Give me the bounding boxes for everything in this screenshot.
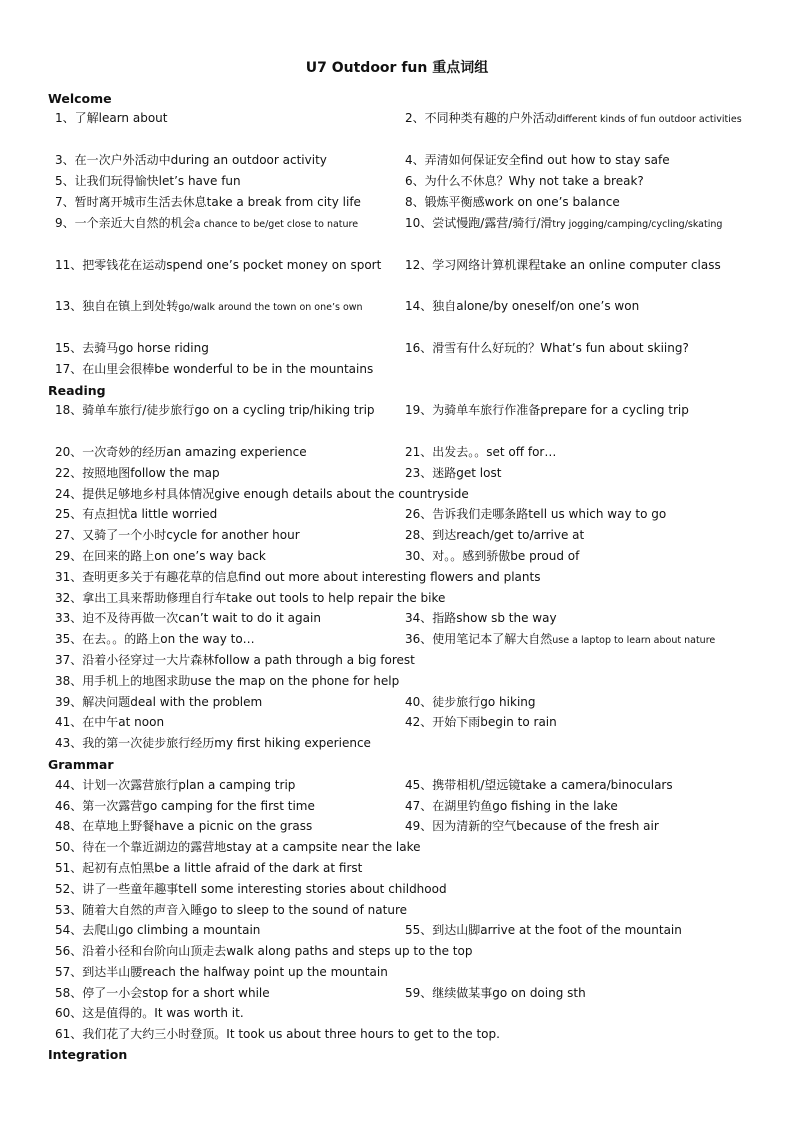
section-heading-integration: Integration: [48, 1047, 128, 1062]
section-heading-welcome: Welcome: [48, 91, 112, 106]
phrase-en: go hiking: [480, 695, 536, 709]
phrase-10: [405, 213, 745, 235]
phrase-cn: 34、指路: [405, 611, 457, 625]
phrase-12: [405, 255, 745, 276]
phrase-35: [55, 629, 393, 650]
phrase-en: set off for…: [486, 445, 557, 459]
phrase-en: alone/by oneself/on one’s won: [456, 299, 640, 313]
phrase-cn: 11、把零钱花在运动: [55, 258, 167, 272]
phrase-cn: 6、为什么不休息？: [405, 174, 509, 188]
phrase-5: [55, 171, 393, 192]
phrase-en: a little worried: [130, 507, 218, 521]
phrase-3: [55, 150, 393, 171]
phrase-en: show sb the way: [456, 611, 557, 625]
phrase-cn: 56、沿着小径和台阶向山顶走去: [55, 944, 227, 958]
phrase-en: begin to rain: [480, 715, 557, 729]
phrase-45: [405, 775, 745, 796]
phrase-cn: 48、在草地上野餐: [55, 819, 155, 833]
phrase-59: [405, 983, 745, 1004]
phrase-26: [405, 504, 745, 525]
phrase-41: [55, 712, 393, 733]
phrase-cn: 9、一个亲近大自然的机会: [55, 216, 195, 230]
phrase-cn: 53、随着大自然的声音入睡: [55, 903, 203, 917]
phrase-cn: 25、有点担忧: [55, 507, 131, 521]
phrase-21: [405, 442, 745, 463]
phrase-en: try jogging/camping/cycling/skating: [552, 219, 723, 230]
phrase-en: Why not take a break?: [508, 174, 644, 188]
phrase-1: [55, 108, 393, 129]
phrase-en: tell some interesting stories about childhood: [178, 882, 447, 896]
phrase-en: give enough details about the countryside: [214, 487, 469, 501]
phrase-16: [405, 338, 745, 359]
phrase-cn: 49、因为清新的空气: [405, 819, 517, 833]
phrase-cn: 1、了解: [55, 111, 99, 125]
phrase-en: at noon: [118, 715, 165, 729]
phrase-en: learn about: [98, 111, 168, 125]
phrase-cn: 50、待在一个靠近湖边的露营地: [55, 840, 227, 854]
phrase-en: follow the map: [130, 466, 220, 480]
phrase-en: use the map on the phone for help: [190, 674, 400, 688]
phrase-8: [405, 192, 745, 213]
phrase-en: go on doing sth: [492, 986, 586, 1000]
phrase-en: It took us about three hours to get to the top.: [226, 1027, 500, 1041]
phrase-18: [55, 400, 393, 421]
phrase-32: [55, 588, 745, 609]
phrase-cn: 42、开始下雨: [405, 715, 481, 729]
phrase-cn: 59、继续做某事: [405, 986, 493, 1000]
phrase-en: take an online computer class: [540, 258, 721, 272]
phrase-58: [55, 983, 393, 1004]
phrase-33: [55, 608, 393, 629]
phrase-25: [55, 504, 393, 525]
phrase-cn: 26、告诉我们走哪条路: [405, 507, 529, 521]
phrase-39: [55, 692, 393, 713]
phrase-cn: 55、到达山脚: [405, 923, 481, 937]
phrase-en: plan a camping trip: [178, 778, 296, 792]
phrase-cn: 22、按照地图: [55, 466, 131, 480]
phrase-cn: 2、不同种类有趣的户外活动: [405, 111, 557, 125]
phrase-en: go horse riding: [118, 341, 209, 355]
section-heading-reading: Reading: [48, 383, 106, 398]
phrase-cn: 14、独自: [405, 299, 457, 313]
phrase-en: cycle for another hour: [166, 528, 300, 542]
phrase-en: prepare for a cycling trip: [540, 403, 689, 417]
phrase-57: [55, 962, 745, 983]
phrase-cn: 13、独自在镇上到处转: [55, 299, 179, 313]
phrase-cn: 41、在中午: [55, 715, 119, 729]
phrase-en: take a break from city life: [206, 195, 361, 209]
phrase-en: arrive at the foot of the mountain: [480, 923, 682, 937]
phrase-cn: 4、弄清如何保证安全: [405, 153, 521, 167]
phrase-cn: 33、迫不及待再做一次: [55, 611, 179, 625]
phrase-30: [405, 546, 745, 567]
phrase-cn: 18、骑单车旅行/徒步旅行: [55, 403, 195, 417]
phrase-cn: 31、查明更多关于有趣花草的信息: [55, 570, 239, 584]
phrase-en: find out how to stay safe: [520, 153, 670, 167]
phrase-11: [55, 255, 393, 276]
phrase-en: walk along paths and steps up to the top: [226, 944, 473, 958]
phrase-en: reach the halfway point up the mountain: [142, 965, 388, 979]
phrase-en: can’t wait to do it again: [178, 611, 321, 625]
phrase-en: be wonderful to be in the mountains: [154, 362, 374, 376]
phrase-55: [405, 920, 745, 941]
phrase-cn: 54、去爬山: [55, 923, 119, 937]
phrase-cn: 27、又骑了一个小时: [55, 528, 167, 542]
phrase-cn: 8、锻炼平衡感: [405, 195, 485, 209]
phrase-cn: 38、用手机上的地图求助: [55, 674, 191, 688]
phrase-15: [55, 338, 393, 359]
phrase-cn: 23、迷路: [405, 466, 457, 480]
phrase-en: take out tools to help repair the bike: [226, 591, 446, 605]
phrase-38: [55, 671, 745, 692]
phrase-cn: 43、我的第一次徒步旅行经历: [55, 736, 215, 750]
phrase-en: get lost: [456, 466, 502, 480]
phrase-4: [405, 150, 745, 171]
phrase-en: stop for a short while: [142, 986, 270, 1000]
phrase-cn: 3、在一次户外活动中: [55, 153, 171, 167]
phrase-en: on one’s way back: [154, 549, 266, 563]
phrase-en: deal with the problem: [130, 695, 263, 709]
phrase-cn: 60、这是值得的。: [55, 1006, 155, 1020]
phrase-cn: 52、讲了一些童年趣事: [55, 882, 179, 896]
phrase-en: work on one’s balance: [484, 195, 620, 209]
phrase-cn: 5、让我们玩得愉快: [55, 174, 159, 188]
phrase-60: [55, 1003, 745, 1024]
phrase-en: follow a path through a big forest: [214, 653, 415, 667]
phrase-cn: 28、到达: [405, 528, 457, 542]
phrase-cn: 40、徒步旅行: [405, 695, 481, 709]
phrase-61: [55, 1024, 745, 1045]
phrase-cn: 57、到达半山腰: [55, 965, 143, 979]
phrase-28: [405, 525, 745, 546]
phrase-cn: 17、在山里会很棒: [55, 362, 155, 376]
phrase-cn: 7、暂时离开城市生活去休息: [55, 195, 207, 209]
phrase-en: let’s have fun: [158, 174, 241, 188]
phrase-en: go fishing in the lake: [492, 799, 618, 813]
phrase-13: [55, 296, 393, 318]
phrase-en: stay at a campsite near the lake: [226, 840, 421, 854]
phrase-37: [55, 650, 745, 671]
phrase-14: [405, 296, 745, 317]
phrase-22: [55, 463, 393, 484]
phrase-cn: 58、停了一小会: [55, 986, 143, 1000]
phrase-en: reach/get to/arrive at: [456, 528, 585, 542]
phrase-en: be proud of: [510, 549, 580, 563]
phrase-20: [55, 442, 393, 463]
phrase-en: during an outdoor activity: [170, 153, 327, 167]
phrase-27: [55, 525, 393, 546]
phrase-cn: 39、解决问题: [55, 695, 131, 709]
phrase-cn: 45、携带相机/望远镜: [405, 778, 521, 792]
phrase-cn: 21、出发去。。: [405, 445, 487, 459]
section-heading-grammar: Grammar: [48, 757, 114, 772]
phrase-40: [405, 692, 745, 713]
phrase-cn: 10、尝试慢跑/露营/骑行/滑: [405, 216, 553, 230]
phrase-en: be a little afraid of the dark at first: [154, 861, 363, 875]
phrase-29: [55, 546, 393, 567]
phrase-52: [55, 879, 745, 900]
phrase-en: tell us which way to go: [528, 507, 667, 521]
phrase-36: [405, 629, 745, 651]
phrase-cn: 19、为骑单车旅行作准备: [405, 403, 541, 417]
phrase-cn: 12、学习网络计算机课程: [405, 258, 541, 272]
phrase-6: [405, 171, 745, 192]
phrase-en: my first hiking experience: [214, 736, 371, 750]
phrase-56: [55, 941, 745, 962]
phrase-cn: 16、滑雪有什么好玩的？: [405, 341, 541, 355]
phrase-19: [405, 400, 745, 421]
phrase-en: have a picnic on the grass: [154, 819, 313, 833]
phrase-7: [55, 192, 393, 213]
phrase-cn: 36、使用笔记本了解大自然: [405, 632, 553, 646]
phrase-cn: 29、在回来的路上: [55, 549, 155, 563]
phrase-44: [55, 775, 393, 796]
phrase-en: an amazing experience: [166, 445, 307, 459]
phrase-en: spend one’s pocket money on sport: [166, 258, 382, 272]
phrase-cn: 46、第一次露营: [55, 799, 143, 813]
phrase-cn: 32、拿出工具来帮助修理自行车: [55, 591, 227, 605]
phrase-cn: 35、在去。。的路上: [55, 632, 161, 646]
phrase-cn: 37、沿着小径穿过一大片森林: [55, 653, 215, 667]
phrase-en: go camping for the first time: [142, 799, 315, 813]
phrase-50: [55, 837, 745, 858]
phrase-en: go/walk around the town on one’s own: [178, 302, 363, 313]
phrase-51: [55, 858, 745, 879]
phrase-43: [55, 733, 745, 754]
phrase-en: go to sleep to the sound of nature: [202, 903, 408, 917]
phrase-2: [405, 108, 745, 130]
phrase-54: [55, 920, 393, 941]
phrase-31: [55, 567, 745, 588]
phrase-cn: 24、提供足够地乡村具体情况: [55, 487, 215, 501]
phrase-en: What’s fun about skiing?: [540, 341, 689, 355]
phrase-cn: 47、在湖里钓鱼: [405, 799, 493, 813]
phrase-en: go on a cycling trip/hiking trip: [194, 403, 375, 417]
phrase-9: [55, 213, 393, 235]
page-title: U7 Outdoor fun 重点词组: [305, 60, 489, 76]
phrase-42: [405, 712, 745, 733]
phrase-cn: 30、对。。感到骄傲: [405, 549, 511, 563]
phrase-34: [405, 608, 745, 629]
phrase-46: [55, 796, 393, 817]
phrase-en: on the way to…: [160, 632, 255, 646]
phrase-cn: 44、计划一次露营旅行: [55, 778, 179, 792]
phrase-49: [405, 816, 745, 837]
phrase-23: [405, 463, 745, 484]
phrase-en: find out more about interesting flowers and plants: [238, 570, 541, 584]
phrase-en: take a camera/binoculars: [520, 778, 673, 792]
phrase-53: [55, 900, 745, 921]
phrase-cn: 51、起初有点怕黑: [55, 861, 155, 875]
phrase-en: use a laptop to learn about nature: [552, 635, 716, 646]
phrase-48: [55, 816, 393, 837]
phrase-en: a chance to be/get close to nature: [194, 219, 359, 230]
phrase-en: different kinds of fun outdoor activities: [556, 114, 742, 125]
phrase-en: go climbing a mountain: [118, 923, 261, 937]
phrase-17: [55, 359, 745, 380]
phrase-cn: 61、我们花了大约三小时登顶。: [55, 1027, 227, 1041]
phrase-en: It was worth it.: [154, 1006, 244, 1020]
phrase-en: because of the fresh air: [516, 819, 659, 833]
phrase-24: [55, 484, 745, 505]
phrase-cn: 20、一次奇妙的经历: [55, 445, 167, 459]
phrase-47: [405, 796, 745, 817]
phrase-cn: 15、去骑马: [55, 341, 119, 355]
